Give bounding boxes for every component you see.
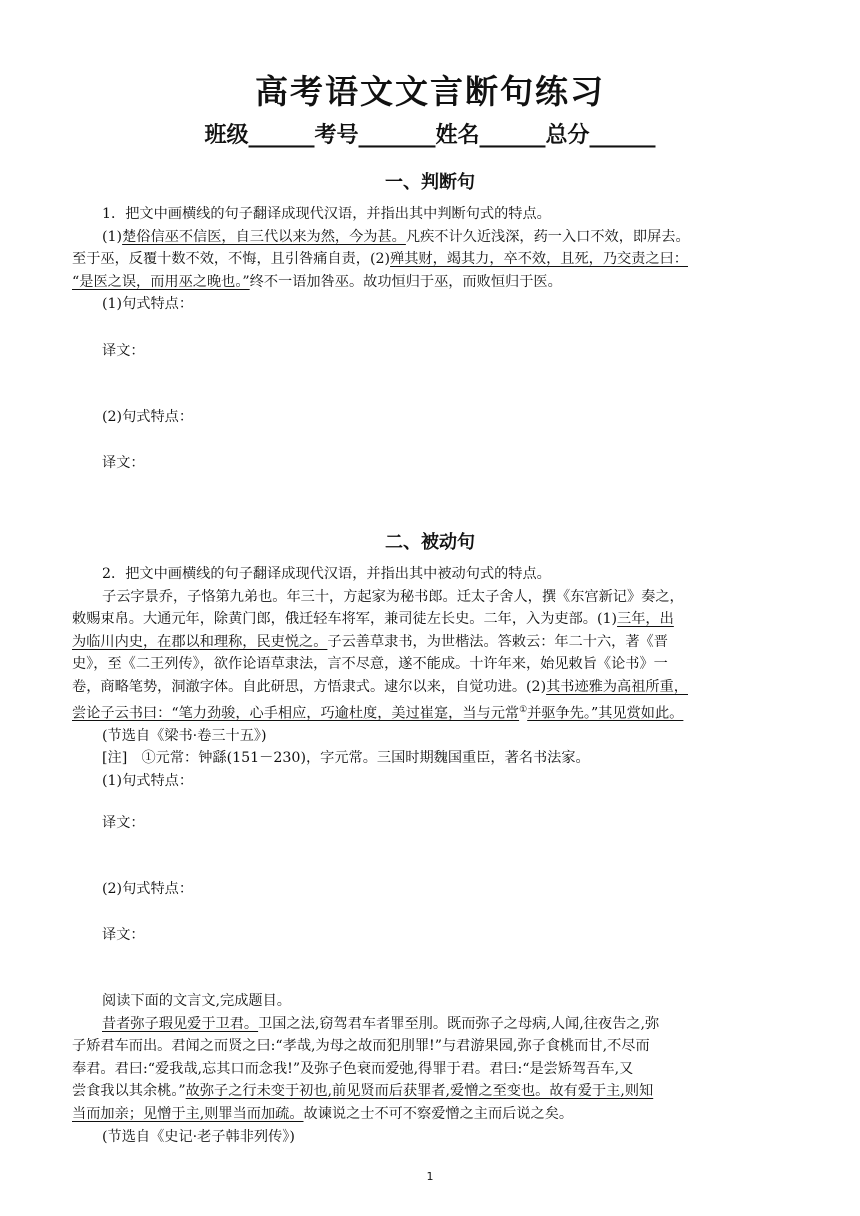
underlined-sentence: 并驱争先。”其见赏如此。 <box>527 705 684 722</box>
underlined-sentence: 三年，出 <box>617 611 674 628</box>
question-translation: 译文： <box>102 343 145 359</box>
section3-passage <box>72 990 796 1148</box>
section3-instruction: 阅读下面的文言文,完成题目。 <box>102 993 291 1009</box>
passage-line: 敕赐束帛。大通元年，除黄门郎，俄迁轻车将军，兼司徒左长史。二年，入为吏部。(1)三年，出 <box>72 611 674 628</box>
question-translation: 译文： <box>102 927 145 943</box>
underlined-sentence: 其书迹雅为高祖所重， <box>546 678 688 695</box>
passage-line: 史》，至《二王列传》，欲作论语草隶法，言不尽意，遂不能成。十许年来，始见敕旨《论书》一 <box>72 656 668 673</box>
section2-passage <box>72 563 796 793</box>
header-fields: 班级______考号_______姓名______总分______ <box>204 123 656 148</box>
section2-instruction: 2．把文中画横线的句子翻译成现代汉语，并指出其中被动句式的特点。 <box>102 566 551 582</box>
underlined-sentence: 为临川内史，在郡以和理称，民吏悦之。 <box>72 633 328 650</box>
underlined-sentence: 故弥子之行未变于初也,前见贤而后获罪者,爱憎之至变也。故有爱于主,则知 <box>185 1083 654 1100</box>
question-feature: (2)句式特点： <box>102 409 194 425</box>
section1-passage <box>72 203 796 316</box>
passage-source: (节选自《梁书·卷三十五》) <box>102 727 267 744</box>
underlined-sentence: 尝论子云书曰：“笔力劲骏，心手相应，巧逾杜度，美过崔寔，当与元常 <box>72 705 520 722</box>
footnote: [注] ①元常：钟繇(151－230)，字元常。三国时期魏国重臣，著名书法家。 <box>102 750 590 767</box>
passage-line <box>72 699 796 725</box>
passage-line: 奉君。君曰:“爱我哉,忘其口而念我!”及弥子色衰而爱弛,得罪于君。君曰:“是尝矫驾吾车,又 <box>72 1060 634 1077</box>
passage-source: (节选自《史记·老子韩非列传》) <box>102 1128 295 1145</box>
passage-line: 尝食我以其余桃。”故弥子之行未变于初也,前见贤而后获罪者,爱憎之至变也。故有爱于主,则知 <box>72 1083 654 1100</box>
question-feature: (2)句式特点： <box>102 881 194 897</box>
underlined-sentence: “是医之误，而用巫之晚也。” <box>72 273 250 290</box>
page-title: 高考语文文言断句练习 <box>255 72 605 111</box>
section1-heading: 一、判断句 <box>385 172 475 193</box>
passage-line: 至于巫，反覆十数不效，不悔，且引咎痛自责，(2)殚其财，竭其力，卒不效，且死，乃交责之曰： <box>72 251 688 268</box>
passage-line: 卷，商略笔势，洞澈字体。自此研思，方悟隶式。逮尔以来，自觉功进。(2)其书迹雅为高祖所重， <box>72 678 688 695</box>
passage-line: 子云字景乔，子恪第九弟也。年三十，方起家为秘书郎。迁太子舍人，撰《东宫新记》奏之， <box>102 588 684 605</box>
page-number: 1 <box>426 1170 434 1183</box>
question-translation: 译文： <box>102 815 145 831</box>
section1-instruction: 1．把文中画横线的句子翻译成现代汉语，并指出其中判断句式的特点。 <box>102 206 551 222</box>
underlined-sentence: 当而加亲；见憎于主,则罪当而加疏。 <box>72 1105 304 1122</box>
underlined-sentence: 殚其财，竭其力，卒不效，且死，乃交责之曰： <box>390 251 688 268</box>
underlined-sentence: 昔者弥子瑕见爱于卫君。 <box>102 1015 259 1032</box>
passage-line: 子矫君车而出。君闻之而贤之曰:“孝哉,为母之故而犯刖罪!”与君游果园,弥子食桃而甘,不尽而 <box>72 1038 650 1055</box>
question-feature: (1)句式特点： <box>102 296 194 313</box>
passage-line: 昔者弥子瑕见爱于卫君。卫国之法,窃驾君车者罪至刖。既而弥子之母病,人闻,往夜告之,弥 <box>102 1015 660 1032</box>
underlined-sentence: 楚俗信巫不信医，自三代以来为然，今为甚。 <box>122 228 406 245</box>
passage-line: (1)楚俗信巫不信医，自三代以来为然，今为甚。凡疾不计久近浅深，药一入口不效，即屏去。 <box>102 228 690 245</box>
passage-line: 为临川内史，在郡以和理称，民吏悦之。子云善草隶书，为世楷法。答敕云：年二十六，著《晋 <box>72 633 668 650</box>
footnote-marker: ① <box>519 704 528 715</box>
section2-heading: 二、被动句 <box>385 532 475 553</box>
passage-line: “是医之误，而用巫之晚也。”终不一语加咎巫。故功恒归于巫，而败恒归于医。 <box>72 273 562 290</box>
question-translation: 译文： <box>102 455 145 471</box>
passage-line: 当而加亲；见憎于主,则罪当而加疏。故谏说之士不可不察爱憎之主而后说之矣。 <box>72 1105 574 1122</box>
question-feature: (1)句式特点： <box>102 773 194 790</box>
